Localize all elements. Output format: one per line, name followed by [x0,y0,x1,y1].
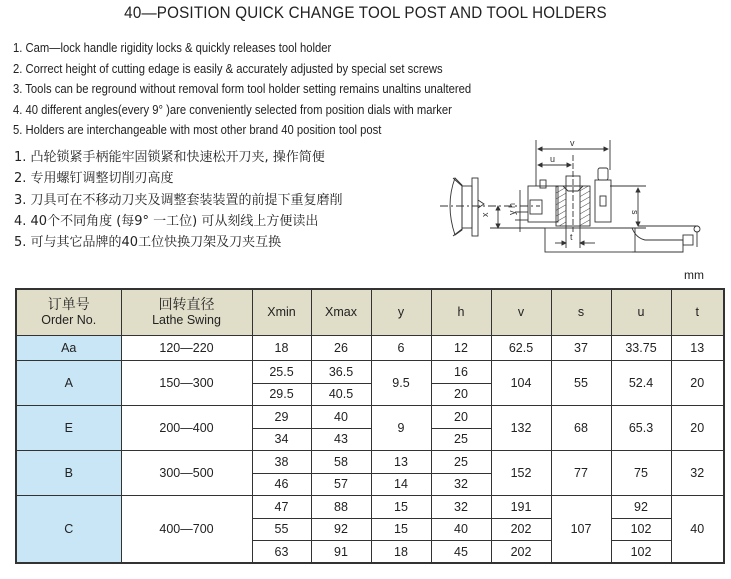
h-cell: 25 [431,451,491,474]
s-cell: 37 [551,336,611,361]
dim-label-y: y [507,210,517,215]
xmin-cell: 47 [252,496,311,519]
header-t: t [671,289,724,336]
xmin-cell: 29.5 [252,383,311,406]
xmax-cell: 92 [311,518,371,541]
u-cell: 33.75 [611,336,671,361]
header-u: u [611,289,671,336]
u-cell: 102 [611,541,671,564]
feature-en-item: 5. Holders are interchangeable with most other brand 40 position tool post [13,123,382,137]
xmax-cell: 26 [311,336,371,361]
y-cell: 6 [371,336,431,361]
feature-en-item: 1. Cam—lock handle rigidity locks & quickly releases tool holder [13,41,332,55]
xmax-cell: 36.5 [311,361,371,384]
u-cell: 75 [611,451,671,496]
xmax-cell: 58 [311,451,371,474]
h-cell: 25 [431,428,491,451]
xmin-cell: 63 [252,541,311,564]
feature-cn-item: 2. 专用螺钉调整切削刃高度 [14,171,174,187]
xmax-cell: 88 [311,496,371,519]
h-cell: 16 [431,361,491,384]
xmin-cell: 25.5 [252,361,311,384]
xmin-cell: 34 [252,428,311,451]
header-swing-cn: 回转直径 [158,296,215,313]
t-cell: 13 [671,336,724,361]
header-order-en: Order No. [41,312,97,327]
v-cell: 62.5 [491,336,551,361]
y-cell: 9 [371,406,431,451]
xmax-cell: 57 [311,473,371,496]
header-row [16,289,724,336]
tool-post-diagram [430,125,720,265]
h-cell: 40 [431,518,491,541]
unit-label: mm [684,268,704,282]
h-cell: 45 [431,541,491,564]
v-cell: 202 [491,541,551,564]
order-no-cell: E [16,406,121,451]
t-cell: 32 [671,451,724,496]
header-y: y [371,289,431,336]
table-row [16,496,724,519]
header-xmin: Xmin [252,289,311,336]
header-xmax: Xmax [311,289,371,336]
header-lathe-swing [121,289,252,336]
feature-cn-item: 1. 凸轮锁紧手柄能牢固锁紧和快速松开刀夹, 操作简便 [14,150,325,165]
xmin-cell: 18 [252,336,311,361]
feature-cn-item: 3. 刀具可在不移动刀夹及调整套装装置的前提下重复磨削 [14,192,343,208]
h-cell: 20 [431,383,491,406]
dim-label-x: x [480,212,490,217]
feature-cn-item: 5. 可与其它品牌的40工位快换刀架及刀夹互换 [14,235,282,251]
u-cell: 102 [611,518,671,541]
h-cell: 32 [431,496,491,519]
feature-en-item: 2. Correct height of cutting edage is easily & accurately adjusted by special set screws [13,61,443,76]
lathe-swing-cell: 120—220 [121,336,252,361]
s-cell: 55 [551,361,611,406]
feature-en-item: 3. Tools can be reground without removal form tool holder setting remains unaltins unaltered [13,82,472,96]
v-cell: 191 [491,496,551,519]
feature-en-item: 4. 40 different angles(every 9° )are conveniently selected from position dials with marker [13,102,452,117]
table-row [16,451,724,474]
xmin-cell: 46 [252,473,311,496]
xmax-cell: 40.5 [311,383,371,406]
table-row [16,336,724,361]
xmax-cell: 43 [311,428,371,451]
header-s: s [551,289,611,336]
v-cell: 152 [491,451,551,496]
header-v: v [491,289,551,336]
dim-label-u: u [550,154,556,164]
dim-label-h: h [507,202,517,208]
header-order-cn: 订单号 [47,296,90,313]
y-cell: 13 [371,451,431,474]
xmin-cell: 38 [252,451,311,474]
table-row [16,406,724,429]
header-order-no [16,289,121,336]
v-cell: 104 [491,361,551,406]
spec-table [15,288,725,564]
header-swing-en: Lathe Swing [152,312,221,327]
y-cell: 14 [371,473,431,496]
y-cell: 15 [371,518,431,541]
s-cell: 107 [551,496,611,564]
xmax-cell: 40 [311,406,371,429]
page-title: 40—POSITION QUICK CHANGE TOOL POST AND TOOL HOLDERS [124,4,607,22]
s-cell: 68 [551,406,611,451]
v-cell: 132 [491,406,551,451]
h-cell: 20 [431,406,491,429]
order-no-cell: A [16,361,121,406]
u-cell: 52.4 [611,361,671,406]
feature-cn-item: 4. 40个不同角度 (每9° 一工位) 可从刻线上方便读出 [14,213,319,229]
y-cell: 18 [371,541,431,564]
lathe-swing-cell: 400—700 [121,496,252,564]
dim-label-v: v [570,138,575,148]
t-cell: 20 [671,361,724,406]
features-chinese-list [14,147,343,253]
t-cell: 20 [671,406,724,451]
order-no-cell: Aa [16,336,121,361]
t-cell: 40 [671,496,724,564]
y-cell: 15 [371,496,431,519]
lathe-swing-cell: 150—300 [121,361,252,406]
h-cell: 12 [431,336,491,361]
y-cell: 9.5 [371,361,431,406]
header-h: h [431,289,491,336]
lathe-swing-cell: 200—400 [121,406,252,451]
order-no-cell: B [16,451,121,496]
xmax-cell: 91 [311,541,371,564]
v-cell: 202 [491,518,551,541]
s-cell: 77 [551,451,611,496]
order-no-cell: C [16,496,121,564]
h-cell: 32 [431,473,491,496]
dim-label-s: s [630,210,640,215]
xmin-cell: 29 [252,406,311,429]
dim-label-t: t [570,232,573,242]
lathe-swing-cell: 300—500 [121,451,252,496]
u-cell: 92 [611,496,671,519]
xmin-cell: 55 [252,518,311,541]
table-row [16,361,724,384]
u-cell: 65.3 [611,406,671,451]
